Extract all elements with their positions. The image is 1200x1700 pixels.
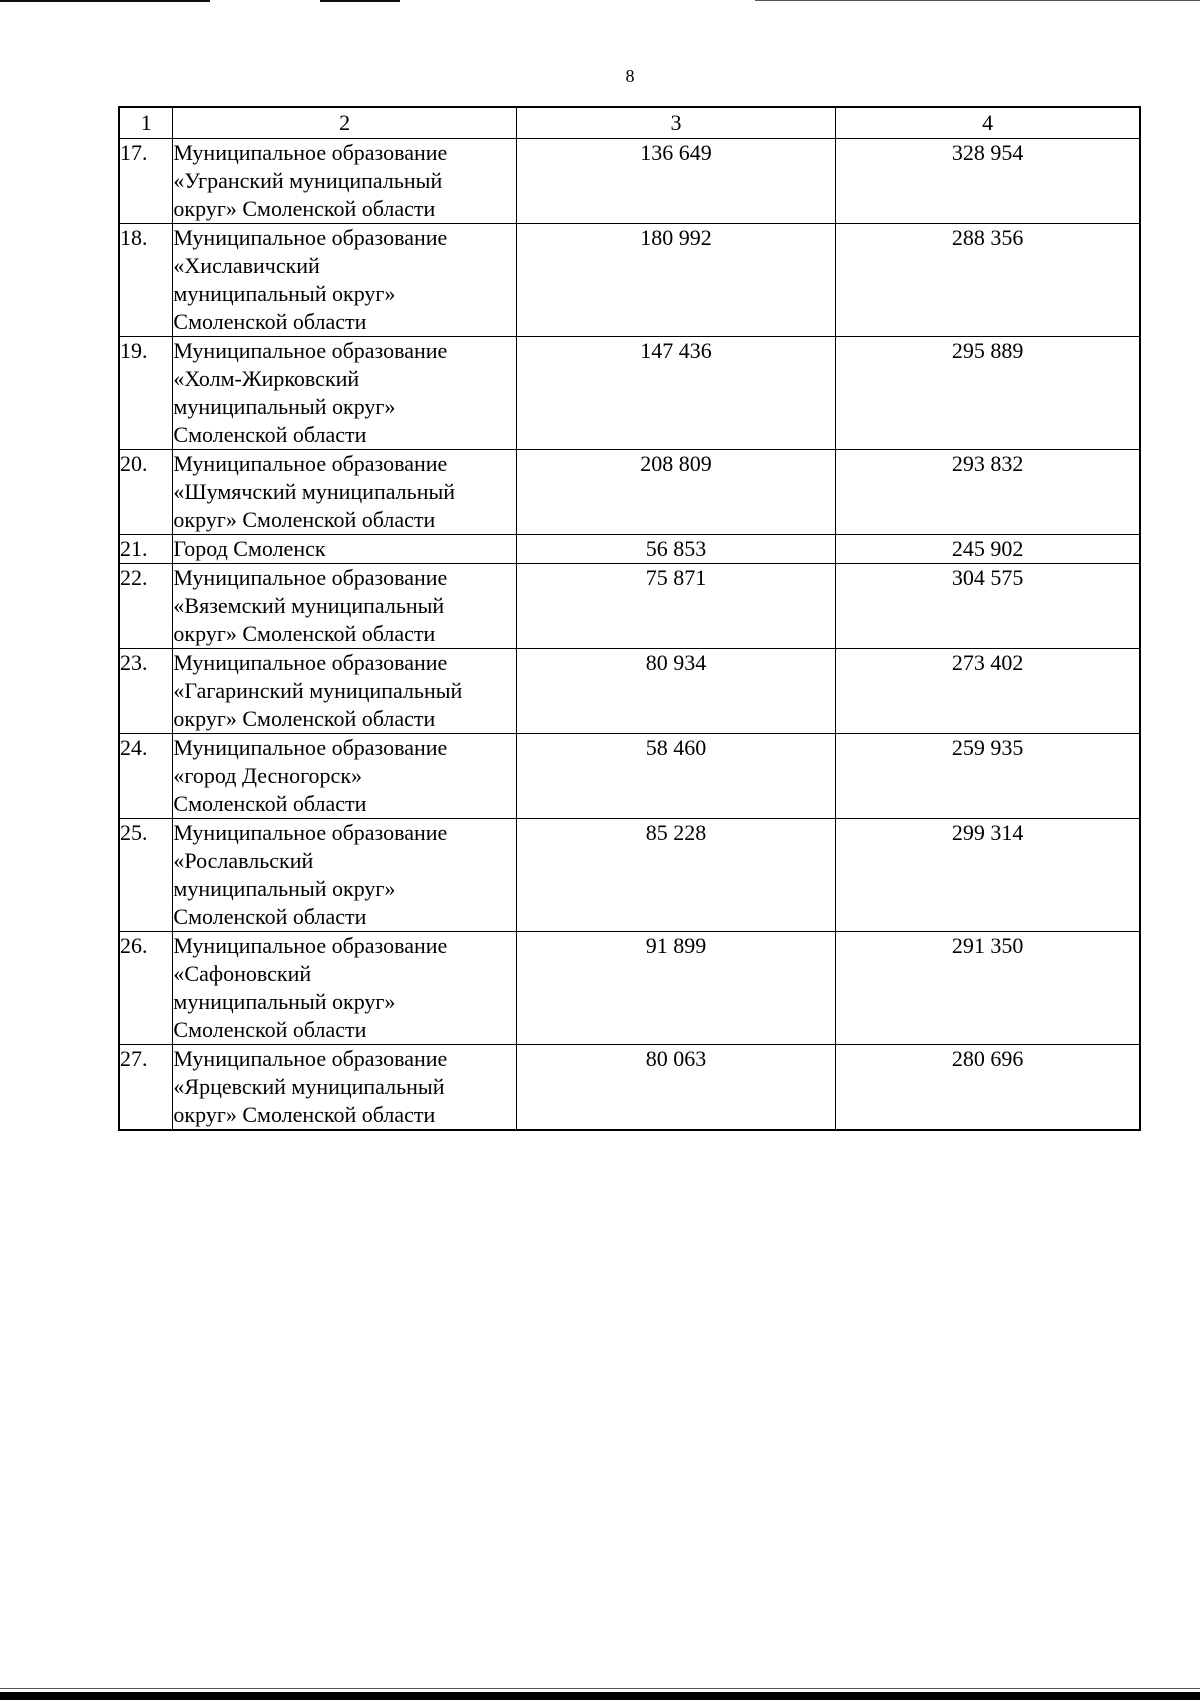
- municipality-name: [173, 139, 517, 224]
- row-number: 25.: [119, 819, 173, 932]
- value-col-4: 273 402: [836, 649, 1140, 734]
- value-col-3: 85 228: [516, 819, 835, 932]
- header-col-2: 2: [173, 107, 517, 139]
- municipality-name-line: Смоленской области: [173, 422, 367, 447]
- row-number: 26.: [119, 932, 173, 1045]
- scan-artifact-top-right: [755, 0, 1200, 1]
- scan-artifact-bottom-line: [0, 1688, 1200, 1689]
- municipality-name-line: муниципальный округ»: [173, 876, 396, 901]
- municipality-name-line: «Гагаринский муниципальный: [173, 678, 463, 703]
- value-col-4: 328 954: [836, 139, 1140, 224]
- municipality-name-line: «Угранский муниципальный: [173, 168, 443, 193]
- row-number: 18.: [119, 224, 173, 337]
- municipality-name: [173, 649, 517, 734]
- table-row: [119, 450, 1140, 535]
- municipality-name-line: округ» Смоленской области: [173, 196, 436, 221]
- municipality-name-line: Город Смоленск: [173, 536, 326, 561]
- table-row: [119, 932, 1140, 1045]
- value-col-4: 280 696: [836, 1045, 1140, 1131]
- municipality-name-line: «город Десногорск»: [173, 763, 363, 788]
- value-col-4: 291 350: [836, 932, 1140, 1045]
- value-col-3: 208 809: [516, 450, 835, 535]
- value-col-4: 304 575: [836, 564, 1140, 649]
- value-col-3: 80 934: [516, 649, 835, 734]
- municipality-name-line: Муниципальное образование: [173, 650, 448, 675]
- value-col-3: 147 436: [516, 337, 835, 450]
- row-number: 23.: [119, 649, 173, 734]
- table-row: [119, 337, 1140, 450]
- header-col-1: 1: [119, 107, 173, 139]
- municipality-name-line: «Вяземский муниципальный: [173, 593, 445, 618]
- municipality-name: [173, 1045, 517, 1131]
- value-col-4: 293 832: [836, 450, 1140, 535]
- municipality-name-line: Смоленской области: [173, 309, 367, 334]
- value-col-3: 180 992: [516, 224, 835, 337]
- municipality-name: [173, 337, 517, 450]
- value-col-3: 75 871: [516, 564, 835, 649]
- municipality-name-line: Муниципальное образование: [173, 1046, 448, 1071]
- value-col-3: 56 853: [516, 535, 835, 564]
- municipality-name-line: Муниципальное образование: [173, 451, 448, 476]
- value-col-3: 91 899: [516, 932, 835, 1045]
- municipality-name-line: Муниципальное образование: [173, 820, 448, 845]
- municipality-name-line: Муниципальное образование: [173, 140, 448, 165]
- table-row: [119, 224, 1140, 337]
- municipality-name-line: «Сафоновский: [173, 961, 312, 986]
- municipality-name: [173, 224, 517, 337]
- value-col-4: 299 314: [836, 819, 1140, 932]
- row-number: 17.: [119, 139, 173, 224]
- value-col-4: 245 902: [836, 535, 1140, 564]
- municipality-name: [173, 450, 517, 535]
- municipality-name-line: Муниципальное образование: [173, 933, 448, 958]
- header-col-4: 4: [836, 107, 1140, 139]
- municipality-name-line: муниципальный округ»: [173, 281, 396, 306]
- municipality-name-line: Муниципальное образование: [173, 338, 448, 363]
- scan-artifact-top-left: [0, 0, 210, 2]
- municipality-name-line: муниципальный округ»: [173, 989, 396, 1014]
- page-number: 8: [625, 66, 635, 86]
- table-row: [119, 1045, 1140, 1131]
- municipality-name-line: Муниципальное образование: [173, 735, 448, 760]
- value-col-4: 259 935: [836, 734, 1140, 819]
- table-row: [119, 819, 1140, 932]
- row-number: 24.: [119, 734, 173, 819]
- row-number: 19.: [119, 337, 173, 450]
- row-number: 27.: [119, 1045, 173, 1131]
- municipality-name-line: округ» Смоленской области: [173, 621, 436, 646]
- value-col-4: 288 356: [836, 224, 1140, 337]
- table-row: [119, 139, 1140, 224]
- municipality-name-line: Смоленской области: [173, 791, 367, 816]
- table-row: [119, 734, 1140, 819]
- table-row: [119, 564, 1140, 649]
- municipality-name-line: Муниципальное образование: [173, 565, 448, 590]
- row-number: 20.: [119, 450, 173, 535]
- municipality-name-line: «Рославльский: [173, 848, 314, 873]
- municipality-name-line: «Холм-Жирковский: [173, 366, 360, 391]
- municipality-name: [173, 932, 517, 1045]
- municipality-name-line: муниципальный округ»: [173, 394, 396, 419]
- municipality-name-line: «Шумячский муниципальный: [173, 479, 456, 504]
- municipality-name-line: округ» Смоленской области: [173, 507, 436, 532]
- municipality-name: [173, 564, 517, 649]
- row-number: 21.: [119, 535, 173, 564]
- scan-artifact-bottom-bar: [0, 1692, 1200, 1700]
- allocation-table: [118, 106, 1141, 1131]
- municipality-name-line: Муниципальное образование: [173, 225, 448, 250]
- table-row: [119, 535, 1140, 564]
- municipality-name: [173, 535, 517, 564]
- value-col-3: 58 460: [516, 734, 835, 819]
- municipality-name-line: «Хиславичский: [173, 253, 320, 278]
- municipality-name-line: округ» Смоленской области: [173, 1102, 436, 1127]
- header-col-3: 3: [516, 107, 835, 139]
- municipality-name-line: «Ярцевский муниципальный: [173, 1074, 445, 1099]
- row-number: 22.: [119, 564, 173, 649]
- table-row: [119, 649, 1140, 734]
- municipality-name-line: Смоленской области: [173, 1017, 367, 1042]
- scan-artifact-top-center: [320, 0, 400, 2]
- municipality-name-line: Смоленской области: [173, 904, 367, 929]
- value-col-3: 136 649: [516, 139, 835, 224]
- value-col-4: 295 889: [836, 337, 1140, 450]
- municipality-name: [173, 734, 517, 819]
- municipality-name-line: округ» Смоленской области: [173, 706, 436, 731]
- municipality-name: [173, 819, 517, 932]
- table-header-row: [119, 107, 1140, 139]
- table-body: [119, 139, 1140, 1131]
- value-col-3: 80 063: [516, 1045, 835, 1131]
